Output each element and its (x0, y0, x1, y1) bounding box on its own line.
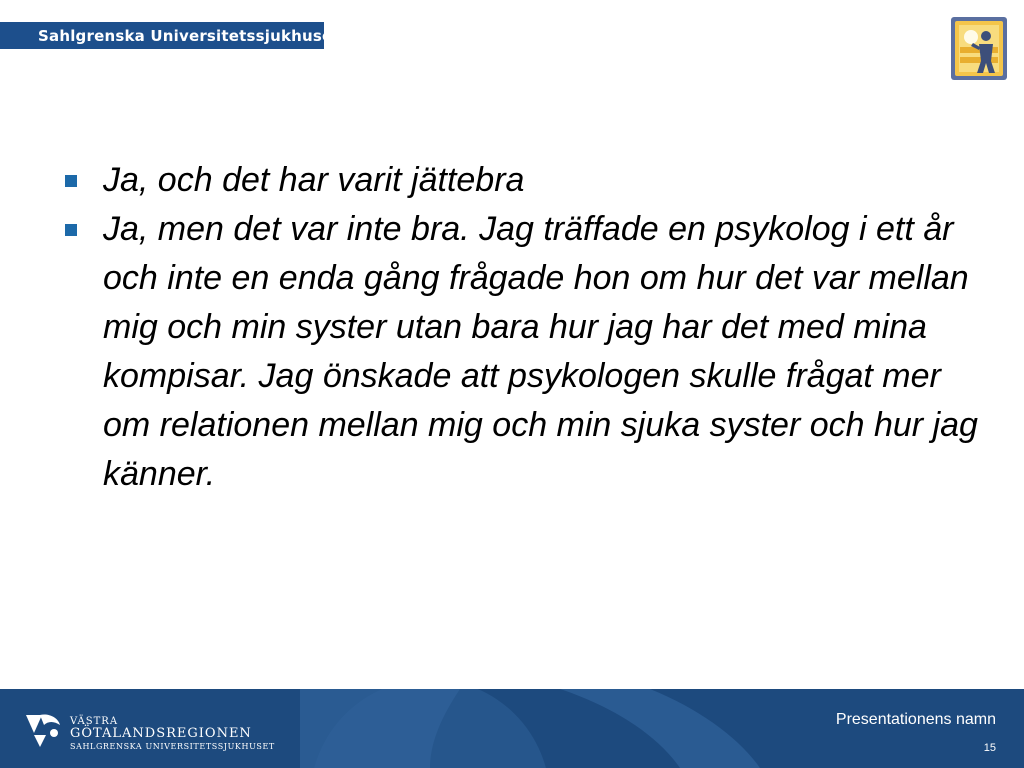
square-bullet-icon (65, 175, 77, 187)
org-line-3: SAHLGRENSKA UNIVERSITETSSJUKHUSET (70, 742, 275, 751)
organization-name (70, 716, 275, 752)
hospital-emblem-icon (951, 17, 1007, 80)
bullet-text: Ja, och det har varit jättebra (103, 161, 525, 199)
header-band (0, 22, 340, 49)
bullet-item (62, 205, 982, 499)
page-number: 15 (983, 742, 996, 754)
header-title: Sahlgrenska Universitetssjukhuset (38, 26, 340, 45)
org-line-2: GÖTALANDSREGIONEN (70, 726, 252, 741)
bullet-item (62, 156, 982, 205)
org-line-1: VÄSTRA (70, 716, 119, 727)
square-bullet-icon (65, 224, 77, 236)
vgr-logo-icon (24, 711, 64, 751)
bullet-text: Ja, men det var inte bra. Jag träffade en psykolog i ett år och inte en enda gång frågade hon om hur det var mellan mig och min syster utan bara hur jag har det med mina kompisar. Jag önskade att psykologen skulle frågat mer om relationen mellan mig och min sjuka syster och hur jag känner. (103, 210, 978, 493)
presentation-name: Presentationens namn (835, 711, 996, 728)
bullet-list (62, 156, 982, 499)
